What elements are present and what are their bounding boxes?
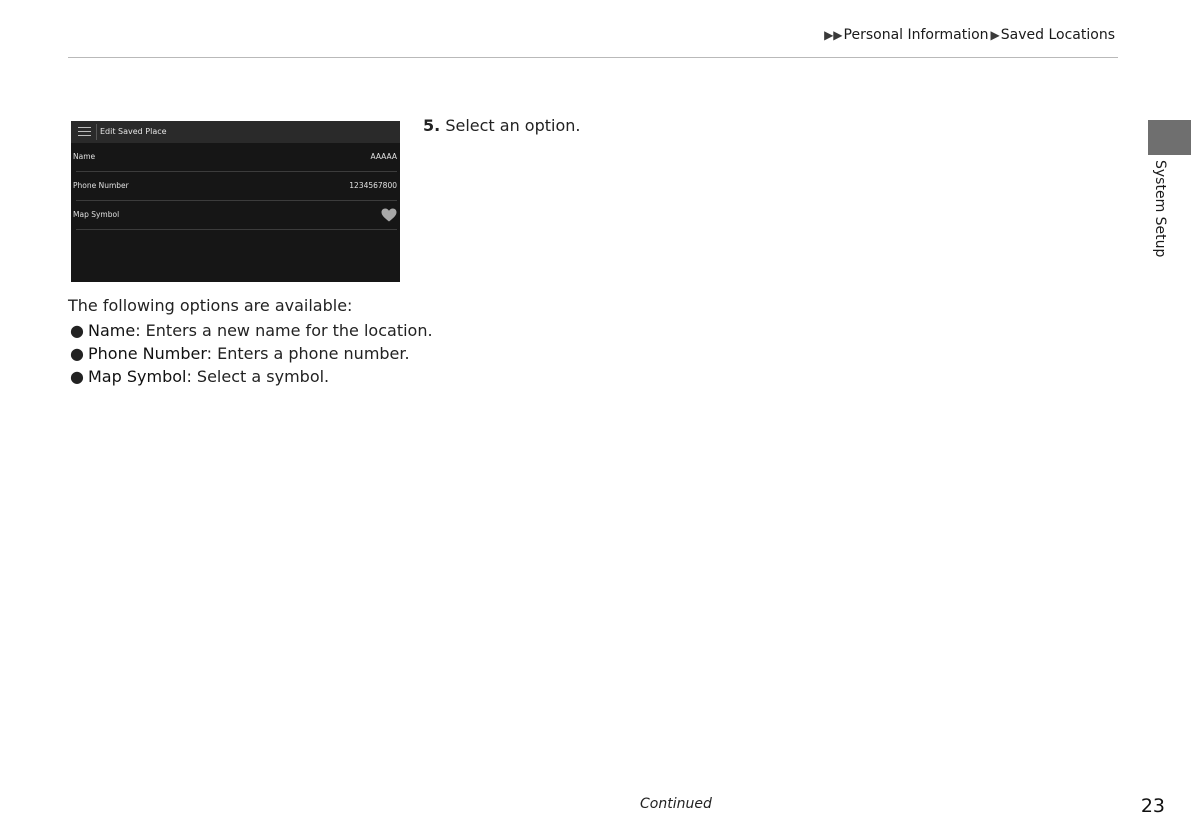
breadcrumb [824,25,1117,45]
step-instruction [423,116,580,136]
heart-icon [381,208,397,222]
header-divider [68,57,1118,58]
bullet: ● [70,367,84,386]
breadcrumb-item-saved-locations[interactable]: Saved Locations [1000,27,1115,43]
option-name: Map Symbol [88,367,187,386]
bullet: ● [70,344,84,363]
row-value: AAAAA [370,152,397,161]
option-name: Phone Number [88,344,207,363]
screen-title-bar [71,121,400,143]
screen-row-phone-number [71,172,400,201]
section-tab-label: System Setup [1152,160,1168,258]
arrow-icon: ▶ [990,28,1000,42]
list-item [68,319,433,342]
list-item [68,342,433,365]
option-description: : Enters a new name for the location. [135,321,433,340]
menu-icon [78,127,91,137]
step-text: Select an option. [445,116,581,135]
bullet: ● [70,321,84,340]
option-description: : Select a symbol. [186,367,330,386]
row-label: Phone Number [73,181,129,190]
navigation-screen-image [71,121,400,282]
option-description: : Enters a phone number. [206,344,410,363]
double-arrow-icon: ▶▶ [824,28,843,42]
continued-label: Continued [640,796,712,812]
page-number: 23 [1140,795,1165,817]
row-label: Map Symbol [73,210,120,219]
options-intro: The following options are available: [68,296,353,315]
step-number: 5. [423,116,441,135]
row-value: 1234567800 [349,181,397,190]
row-label: Name [73,152,96,161]
options-list [68,319,433,388]
screen-row-map-symbol [71,201,400,230]
title-bar-separator [96,124,97,140]
list-item [68,365,433,388]
breadcrumb-item-personal-information[interactable]: Personal Information [843,27,989,43]
screen-title: Edit Saved Place [100,127,167,136]
section-tab[interactable] [1148,120,1191,155]
row-divider [76,229,397,230]
screen-row-name [71,143,400,172]
option-name: Name [88,321,136,340]
